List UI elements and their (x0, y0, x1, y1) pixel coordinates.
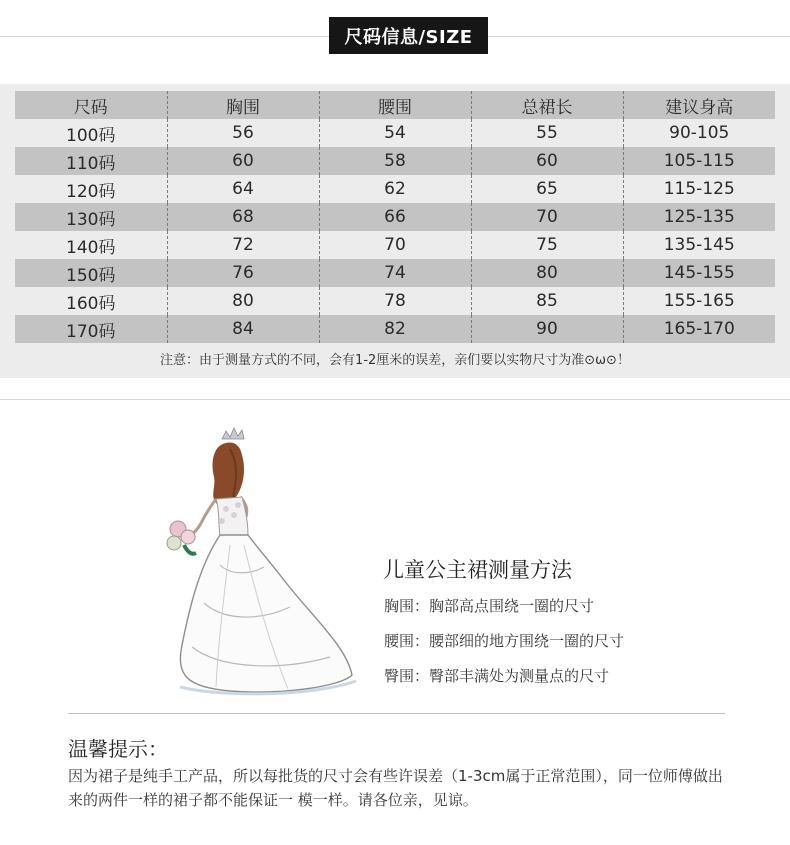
table-cell: 120码 (66, 181, 116, 202)
table-cell: 110码 (66, 153, 116, 174)
table-cell: 80 (471, 259, 623, 287)
size-table (15, 91, 775, 343)
measurement-note: 注意：由于测量方式的不同，会有1-2厘米的误差，亲们要以实物尺寸为准⊙ω⊙！ (160, 353, 630, 368)
table-cell: 70 (471, 203, 623, 231)
measure-item-waist: 腰围：腰部细的地方围绕一圈的尺寸 (384, 632, 625, 650)
table-cell: 72 (167, 231, 319, 259)
table-row (15, 119, 775, 147)
table-cell: 170码 (66, 321, 116, 342)
table-row (15, 287, 775, 315)
table-cell: 84 (167, 315, 319, 343)
table-row (15, 259, 775, 287)
table-cell: 65 (471, 175, 623, 203)
tips-divider (68, 713, 725, 714)
table-cell: 56 (167, 119, 319, 147)
size-table-panel (0, 84, 790, 378)
table-cell: 135-145 (623, 231, 775, 259)
table-row (15, 147, 775, 175)
table-cell: 62 (319, 175, 471, 203)
table-row (15, 315, 775, 343)
table-cell: 90-105 (623, 119, 775, 147)
princess-dress-illustration (160, 425, 360, 700)
table-cell: 150码 (66, 265, 116, 286)
column-header: 腰围 (319, 91, 471, 119)
section-title: 尺码信息/SIZE (329, 17, 488, 54)
table-cell: 75 (471, 231, 623, 259)
table-cell: 80 (167, 287, 319, 315)
table-cell: 125-135 (623, 203, 775, 231)
table-cell: 74 (319, 259, 471, 287)
column-header: 尺码 (73, 97, 108, 118)
table-cell: 78 (319, 287, 471, 315)
table-row (15, 203, 775, 231)
column-header: 建议身高 (623, 91, 775, 119)
table-cell: 165-170 (623, 315, 775, 343)
table-cell: 85 (471, 287, 623, 315)
tips-title: 温馨提示： (68, 737, 168, 761)
table-cell: 140码 (66, 237, 116, 258)
table-cell: 115-125 (623, 175, 775, 203)
table-cell: 130码 (66, 209, 116, 230)
table-cell: 64 (167, 175, 319, 203)
table-cell: 66 (319, 203, 471, 231)
column-header: 胸围 (167, 91, 319, 119)
table-cell: 70 (319, 231, 471, 259)
table-cell: 145-155 (623, 259, 775, 287)
table-header-row (15, 91, 775, 119)
table-row (15, 175, 775, 203)
table-cell: 100码 (66, 125, 116, 146)
table-cell: 76 (167, 259, 319, 287)
table-cell: 82 (319, 315, 471, 343)
measure-item-chest: 胸围：胸部高点围绕一圈的尺寸 (384, 597, 595, 615)
table-cell: 58 (319, 147, 471, 175)
table-cell: 160码 (66, 293, 116, 314)
measure-method-title: 儿童公主裙测量方法 (383, 558, 572, 582)
table-cell: 60 (167, 147, 319, 175)
table-cell: 68 (167, 203, 319, 231)
section-divider (0, 399, 790, 400)
table-cell: 155-165 (623, 287, 775, 315)
table-row (15, 231, 775, 259)
column-header: 总裙长 (471, 91, 623, 119)
table-cell: 60 (471, 147, 623, 175)
table-cell: 55 (471, 119, 623, 147)
table-cell: 90 (471, 315, 623, 343)
measure-item-hip: 臀围：臀部丰满处为测量点的尺寸 (384, 667, 610, 685)
table-cell: 105-115 (623, 147, 775, 175)
table-cell: 54 (319, 119, 471, 147)
tips-body: 因为裙子是纯手工产品，所以每批货的尺寸会有些许误差（1-3cm属于正常范围），同一位师傅做出来的两件一样的裙子都不能保证一 模一样。请各位亲，见谅。 (68, 767, 723, 809)
